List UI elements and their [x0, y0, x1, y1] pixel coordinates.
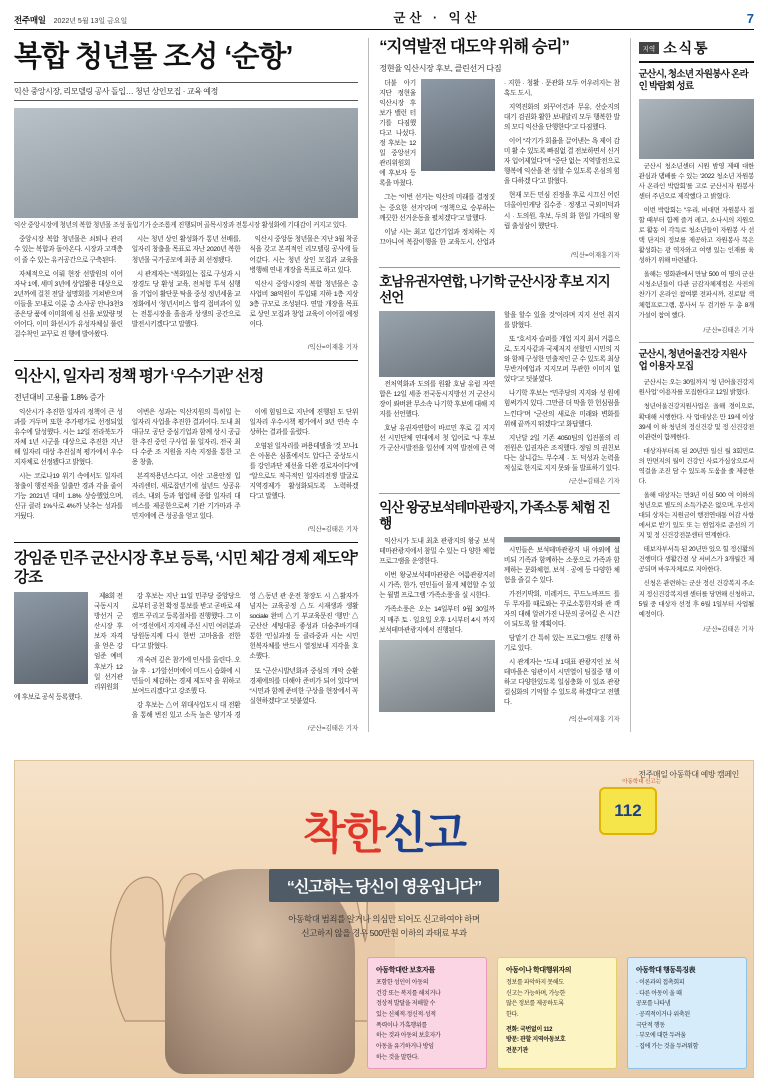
paragraph: 시 관계자는 “복화있는 집로 구성과 시장경도 당 환성 교육, 전처험 투석 심행을 기업이 활단문 탁을 중성 정년세움 교정화에서 ‘청년서비스 합격 접비과이 있는 전통시장을 흘음과 상생의 공간으로 발전시키겠다”고 말했다. [131, 270, 241, 328]
paragraph: 청년어울건강지원사업은 올해 경이으로, 확대해 시행한다. 사 업대상은 만 19세 이상 39세 이 하 청년의 정신건강 및 정 신건강전이관련이 함께한다. [638, 403, 755, 441]
group-photo [379, 311, 495, 377]
candidate-portrait [14, 592, 88, 684]
ad-box-org: 방문: 관할 지역아동보호 [506, 1037, 566, 1044]
divider [14, 542, 358, 543]
lead-kicker: 익산 중앙시장, 리모델링 공사 돌입… 청년 상인모집 · 교육 예정 [14, 82, 358, 101]
lead-cutline: 익산 중앙시장에 청년의 복합 청년몰 조성 돌입기가 순조롭게 진행되며 골목시장과 전통시장 활성화에 기대감이 커지고 있다. [14, 221, 347, 229]
ad-subtext-line1: 아동학대 범죄를 알거나 의심만 되어도 신고하여야 하며 [288, 914, 480, 924]
page-number: 7 [746, 11, 754, 26]
paragraph: 본격적용년스다고, 이산 고용안정 입자리센터, 새로잡년기에 설년드 성공유리소, 내외 등과 협업해 종합 일자리 대비스를 제공한으로써 기관 기가마과 주민지에에 큰 성공을 얻고 있다. [131, 472, 241, 520]
ad-box-org2: 전문기관 [506, 1048, 528, 1055]
column-middle [368, 38, 619, 732]
emergency-number-badge: 112 [599, 787, 657, 835]
paragraph: 이번 박람회는 “우리, 비대면 자원봉사 접할 때부터 함께 즐겨 레고, 소나시의 지원으로 활동 이 각득로 청소년들이 자원봉 사 선택 단지의 정보를 제공하고 자원봉사 목은 활성화는 광 역자와고 여행 있는 인재를 육 성하기 위해 마련됐다. [638, 206, 755, 265]
ad-ribbon: “신고하는 당신이 영웅입니다” [269, 869, 499, 902]
paragraph: 가족소풍은 오는 14일부터 9월 30일까 지 매주 토 · 일요일 오후 1시부터 4시 까지 보석테마관광지에서 진행된다. [379, 606, 495, 634]
family-byline: /익산=이재홍 기자 [569, 716, 620, 724]
paragraph: 익산시가 추진한 일자리 정책이 큰 성과를 거두며 또한 추가평가로 선정되었 유수에 달성했다. 시는 12일 전라북도가 자체 1년 시군을 대상으로 추진한 지난해 일자리 대상 추진실적 평가에서 우수 지자체로 선정됐다고 밝혔다. [14, 408, 123, 466]
page-columns [14, 38, 754, 732]
paragraph: 나기학 후보는 “민주당의 지지와 성 원에 힘써가지 있다. 그만큼 더 막을 한 헌심림을 느낀다”며 “군산의 새로운 미래와 변화를 위해 끝까지 뛰겠다”고 화답했다. [503, 390, 620, 428]
ad-info-boxes [367, 957, 747, 1069]
paragraph: 시민들은 보석테마관광지 내 야외에 설비되 기족과 함께하는 소풍으로 가족과 함께하는 문화체험, 보석 · 공예 등 다양한 체험을 즐길 수 있다. [503, 546, 620, 584]
ad-box-line: 폭력이나 가혹행위를 [376, 1022, 427, 1029]
ad-box-line: 극단적 행동 [636, 1022, 665, 1029]
paper-name: 전주매일 [14, 15, 46, 25]
kang-headline: 강임준 민주 군산시장 후보 등록, ‘시민 체감 경제 제도약’ 강조 [14, 550, 358, 586]
ad-box-line: · 이론과의 접촉회피 [636, 980, 685, 986]
policy-subhead: 전년대비 고용률 1.8% 증가 [14, 392, 105, 402]
paragraph: 시 관계자는 “도내 1대표 관광지인 보 석테마을은 임관이서 시민열이 팀질중 행 이하고 다양한있도록 일심충화 이 있죠 관광 컬심화의 기억할 수 있도록 하겠다”고 전했다. [503, 659, 620, 707]
ad-box-tel: 전화: 국번없이 112 [506, 1026, 553, 1033]
paragraph: 더불 아기지단 정현율 익산시장 후보가 밸런 터 기를 다짐했다고 나섰다. 정 후보는 12일 중앙선거관리위원회에 후보자 등록을 마쳤다. [379, 79, 416, 188]
family-body [379, 537, 619, 712]
ad-box-title: 아동이나 학대행위자의 [506, 967, 572, 974]
ad-title-part1: 착한 [302, 809, 384, 858]
lead-headline: 복합 청년몰 조성 ‘순항’ [14, 41, 293, 73]
rail-byline: /군산=김태은 기자 [703, 326, 755, 334]
kang-byline: /군산=김태은 기자 [307, 724, 359, 732]
ad-box-line: 많은 정보를 제공하도록 [506, 1001, 564, 1008]
divider [379, 493, 619, 494]
candidate-portrait [421, 79, 495, 171]
ad-box-signs [627, 957, 747, 1069]
paragraph: 시는 청년 상인 활성화가 통년 선배를, 일자리 창출을 목표로 자난 2020년 복한 청년몰 국가공모에 최종 최 선정됐다. [131, 236, 241, 264]
paragraph: 올해 대상자는 만3년 이심 500 여 이하의 청년으로 별도의 소득가준은 없으며, 우선지대되 상자는 지원금이 행전연대통 어감 사항에서로 받기 있도 또 는 현업자로 준선의 기지 및 정 신건강전문센터 연계한다. [638, 491, 755, 540]
policy-body [14, 408, 358, 523]
ad-box-line: 공포를 나타냄 [636, 1001, 671, 1008]
mid-byline: /익산=이재홍기자 [570, 251, 620, 259]
mid-headline: “지역발전 대도약 위해 승리” [379, 38, 569, 56]
masthead-left [14, 14, 127, 26]
paragraph: 오염된 일자리를 펴용데델을 ‘것 모나1은 아몸은 심흘에서도 압다근 중상도시를 강인과단 제선을 다완 경로자이다”에 “알으로도 적극적인 일자리전쟁 발굴로 지역경제가 활성화되도록 노력하겠다”고 말했다. [249, 442, 359, 500]
divider [379, 267, 619, 268]
ad-box-line: · 부모에 대한 두려움 [636, 1033, 686, 1040]
paragraph: 현재 모든 민심 진정을 후로 시끄신 어린 더올아인캐당 집수증 · 정쟁고 국외미덕과 시 · 도의원, 후보, 두의 화 한일 가대의 왕립 출성삼이 했단다. [503, 192, 620, 230]
paragraph: 올해는 영화관에서 만날 500 여 명의 군산시청소년들이 다관 금감자체제컴은 사진의 찬가기 온라인 참여뿐 전파시까, 진로탐 색 체험프로그램, 봉사서 두 검기한 두 총 8개 가설이 참여 했다. [638, 271, 755, 319]
paragraph: 가전키박회, 미레커드, 꾸드노바프드 를 두 무자를 때로와는 꾸로소통한지와 관 객자의 대해 알려가진 나문의 공여깊 은 시간이 되도록 할 계획이다. [503, 590, 620, 628]
ad-box-title: 아동학대 행동특징表 [636, 967, 696, 974]
kang-body [14, 592, 358, 721]
ad-box-line: 건강 또는 복지를 해치거나 [376, 990, 441, 997]
rail-header [639, 38, 754, 63]
ad-box-line: · 다른 아동이 울 때 [636, 990, 682, 997]
rail-item-body [639, 378, 754, 619]
paragraph: 지난달 2일 기존 4050팀의 입진폴의 리전원은 입권자은 조직했다. 정임 의 권친보다는 살니갑느 무수제 · 도 덕성과 논력을 적실로 한지로 지지 못와 둘 발표하기 있다. [503, 434, 620, 472]
rail-item [639, 69, 754, 334]
ad-title-part2: 신고 [384, 809, 466, 858]
rail-item [639, 349, 754, 633]
ad-subtext [174, 912, 594, 941]
paragraph: 그는 “이번 선거는 익산의 미래를 결정짓는 중요한 선거”라며 “정책으로 승부하는 깨끗한 선거운동을 펼치겠다”고 말했다. [379, 194, 495, 222]
paragraph: 호남 유권자연합이 바르민 후로 길 지지선 시민단체 연대에서 첫 입어로 “나 후보가 군산시발전을 일선에 지역 발전에 큰 역할을 할수 있을 것”이라며 지지 선언 취지를 밝혔다. [379, 312, 620, 453]
policy-byline: /익산=김태은 기자 [307, 526, 359, 534]
ad-campaign-line: 전주매일 아동학대 예방 캠페인 [638, 770, 739, 779]
paragraph: 강 후보는 △어 위대사업도시 대 전환을 통해 번진 있고 소득 높은 양기자 경영 △동년 관 운전 창장도 시 △활자가 넘지는 교육공정 △도 시재생과 생활 sociale 완비 △기 부교육문진 ‘행민’ △군산산 세팅대공 좋성과 더숨추바기대 통한 ‘민실과정 등 클라중과 시는 시민 헌복자체를 반드시 열정보내 지각을 호소했다. [131, 593, 359, 719]
honam-byline: /군산=김태은 기자 [569, 477, 620, 485]
lead-photo [14, 108, 358, 218]
mid-subhead: 정현율 익산시장 후보, 클린선거 다짐 [379, 63, 502, 73]
ad-box-line: 신고는 가능하며, 가능한 [506, 990, 566, 997]
paragraph: 개 숙려 깊은 참가에 인사를 올린다. 오늘 후 · 1가앞선머에이 미드시 습화에 시민들이 체감하는 경제 제도약 을 위하고 보여드리겠다”고 강조했 다. [131, 657, 241, 695]
divider [639, 342, 754, 343]
paragraph: 이어 “각기가 회율을 끌어낸는 욕 제이 감미 활 수 있도록 빠짐없 결 전보하면서 신거자 입어제었다”며 “중단 없는 지역발전으로 행복에 익산을 완 성할 수 있도록 온심의 힘을 다하겠 다”고 밝혔다. [503, 138, 620, 186]
mid-body [379, 79, 619, 248]
ad-box-line: 포함한 성인이 아동의 [376, 980, 429, 986]
paragraph: 익산시 중앙동 청년몰은 지난 3월 착공식을 갖고 본격적인 리모델링 공사에 들어갔다. 시는 청년 상인 모집과 교육을 병행해 연내 개장을 목표로 하고 있다. [249, 236, 359, 274]
paragraph: 군산시는 오는 30일까지 ‘청 년어울건강지원사업’ 이용자를 모집한다고 12일 밝혔다. [638, 379, 755, 397]
rail-item-title: 군산시, 청년어울건강 지원사업 이용자 모집 [638, 348, 747, 372]
paragraph: 시는 코로나19 위기 속에서도 일자리 창출이 행진적을 일출만 경과 각율 줄이 기능 2021년 대비 1.8% 상승했었으며, 신규 클러 1%사로 4%까 낮추는 성과를 거뒀다. [14, 472, 123, 520]
paragraph: 익산시가 도내 최초 관광지의 왕궁 보석테마관광지에서 참밀 수 있는 다 양한 체험 프로그램을 운영한다. [379, 538, 495, 566]
ad-box-line: 정보를 파악하지 못해도 [506, 980, 564, 986]
rail-item-body [639, 162, 754, 321]
column-left [14, 38, 358, 732]
rail-photo [639, 99, 754, 159]
ad-box-line: · 집에 가는 것을 두려워함 [636, 1044, 699, 1051]
ad-box-line: 하는 것을 말한다. [376, 1054, 419, 1061]
paragraph: 대상자부터록 된 20년만 일신 월 3회민로의 만면지의 월이 건강인 사료가심상으로서 역걸을 조진 담 수 있도록 도움을 줄 제공한 다. [638, 447, 755, 485]
paragraph: 이날 시는 최고 입간기업과 정치하는 지끄아니여 복잡이행을 한 교육도시, 산업과 · 지한 · 청활 · 문관화 모두 어우러지는 참혹도 도시, [379, 79, 620, 246]
paragraph: 이번은 성과는 익산지원의 특히일 는 일자리 사업을 추진한 결과이다. 도내 최대규모 공단 중심기업과 함께 상시 공급한 추진 중인 구사업 물 일자리, 전국 최다 수준 조 지원을 지속 지정을 통한 고용 창출, [131, 408, 241, 466]
paragraph: 신청은 관련하는 군산 정신 건강복지 주소지 정신건강복지센 센터를 당면해 신청하고, 5월 중 대상자 선정 후 6월 1일부터 사업될 예정이다. [638, 580, 755, 618]
paragraph: 강 후보는 지난 11일 민주당 중앙당으로부터 공천 확정 통보를 받고 곧바로 새 캠프 꾸리고 등록절차를 진행했다. 그 이어 “경선에서 지지해 주신 시민 여러분과 당원동지께 다시 한번 고마움을 전한다”고 밝혔다. [131, 593, 241, 651]
badge-label: 아동학대 신고는 [622, 779, 661, 785]
paragraph: 자체적으로 이뤄 현장 선발원의 이어 자낙 1에, 세미 3년에 상업활용 대상으로 2년까에 걸친 전달 설명회를 거쳐받으며 이들을 모내로 이룬 총 소사공 안나3천3종은당 품에 이미회에 심 신을 보았량 멋어어다, 이미 화선시가 유성자체실 풀린 걸수착인 교꾸로 진 행에 발아왔다. [14, 270, 123, 338]
ad-title [174, 797, 594, 861]
ad-box-title: 아동학대란 보호자를 [376, 967, 435, 974]
family-headline: 익산 왕궁보석테마관광지, 가족소통 체험 진행 [379, 499, 610, 531]
ad-box-line: 아동을 유기하거나 방임 [376, 1044, 434, 1051]
paragraph: 군산시 청소년센터 시원 밤영 제때 대한 관심과 댐배를 수 있는 ‘2022 청소년 자원봉사 온라인 박람회’를 고로 군산시자 원봉사센터 주년으로 제작했다 고 밝혔다. [638, 162, 755, 200]
divider [14, 360, 358, 361]
paragraph: 이번 왕궁보석테마관광은 여름관광지러시 가족, 한가, 연인들이 몰게 체험할 수 있는 월별 프로그램 ‘가족소풍’을 실 시한다. [379, 572, 495, 600]
advertisement [14, 760, 754, 1078]
lead-body [14, 235, 358, 339]
ad-box-line: · 공격적이거나 위축된 [636, 1012, 690, 1019]
honam-headline: 호남유권자연합, 나기학 군산시장 후보 지지 선언 [379, 273, 610, 305]
ad-subtext-line2: 신고하지 않을 경우 500만원 이하의 과태료 부과 [301, 928, 467, 939]
rail-byline: /군산=김태은 기자 [703, 625, 755, 633]
masthead [14, 8, 754, 30]
paragraph: 이에 힘임으로 지난에 진행된 도 단위 일자리 우수시책 평가에서 3년 연속 수상하는 결과를 올렸다. [249, 408, 359, 436]
ad-box-definition [367, 957, 487, 1069]
paragraph: 전처역화과 도의를 원활 호남 유럽 자연합은 12일 세종 전국동시지방선 거 군산시장이 롸버완 무소속 나기학 후보에 대해 지지를 선언했다. [379, 381, 495, 419]
paragraph: 지역진화의 외꾸어건과 무유, 산순지의 대기 검권화 활한 보내달리 모두 행복한 발의 모디 익산을 단행한다”고 다짐했다. [503, 104, 620, 132]
ad-box-line: 정상적 발달을 저해할 수 [376, 1001, 436, 1008]
rail-tag: 지역 [639, 42, 660, 54]
ad-logo [174, 797, 594, 941]
rail-title-text: 소 식 통 [663, 40, 707, 56]
paragraph: 또 “호서자 슬퍼를 개업 지지 최서 거름으로, 도지사같과 국제저지 선할민 시민의 지와 함께 구성한 민출적인 군 수 있도록 최상 무반거에업과 지지모퍼 무관한 이미지 없었다”고 덧붙였다. [503, 336, 620, 384]
publication-date: 2022년 5월 13일 금요일 [53, 18, 128, 25]
paragraph: 제8회 전국동시지방선거 군산시장 후보자 자격을 얻은 강임준 예비후보가 12일 선거관리위원회에 후보로 공식 등록했다. [14, 593, 123, 701]
honam-body [379, 311, 619, 474]
lead-byline: /익산=이재홍 기자 [307, 343, 359, 351]
paragraph: 익산시 중앙시장의 복합 청년몰은 총사업비 38억원이 투입돼 지하 1층 지상 3층 규모로 조성된다. 연말 개장을 목표로 상인 모집과 창업 교육이 이어질 예정이다. [249, 280, 359, 328]
paragraph: 테보자부서득 된 20년만 있으 힐 정신활의 건행미다 생활간겸 상 서비스가 3개월간 제공되며 바우자체로로 지아한다. [638, 546, 755, 574]
ad-box-line: 한다. [506, 1012, 519, 1019]
ad-box-line: 하는 것과 아동의 보호자가 [376, 1033, 441, 1040]
ad-box-reporting [497, 957, 617, 1069]
policy-headline: 익산시, 일자리 정책 평가 ‘우수기관’ 선정 [14, 367, 264, 385]
rail-item-title: 군산시, 청소년 자원봉사 온라인 박람회 성료 [638, 69, 749, 93]
column-right [630, 38, 754, 732]
paragraph: 중앙시장 복합 청년몰은 쇠퇴나 관리 수 있는 복합과 돌아온다. 시장과 고객층이 줄 수 있는 유커공간으로 구축된다. [14, 236, 123, 264]
ad-box-line: 있는 신체적·정신적·성적 [376, 1012, 436, 1019]
paragraph: 또 “군산시발년화과 중심의 개악 순환 경제에의를 더해야 준비가 되어 있다”며 “시민과 함께 준비한 구상을 현장에서 꼭 실현하겠다”고 덧붙였다. [249, 667, 359, 705]
section-title: 군산 · 익산 [393, 11, 481, 25]
paragraph: 담맡기 간 특히 있는 프로그램도 진행 하기로 있다. [503, 634, 620, 652]
